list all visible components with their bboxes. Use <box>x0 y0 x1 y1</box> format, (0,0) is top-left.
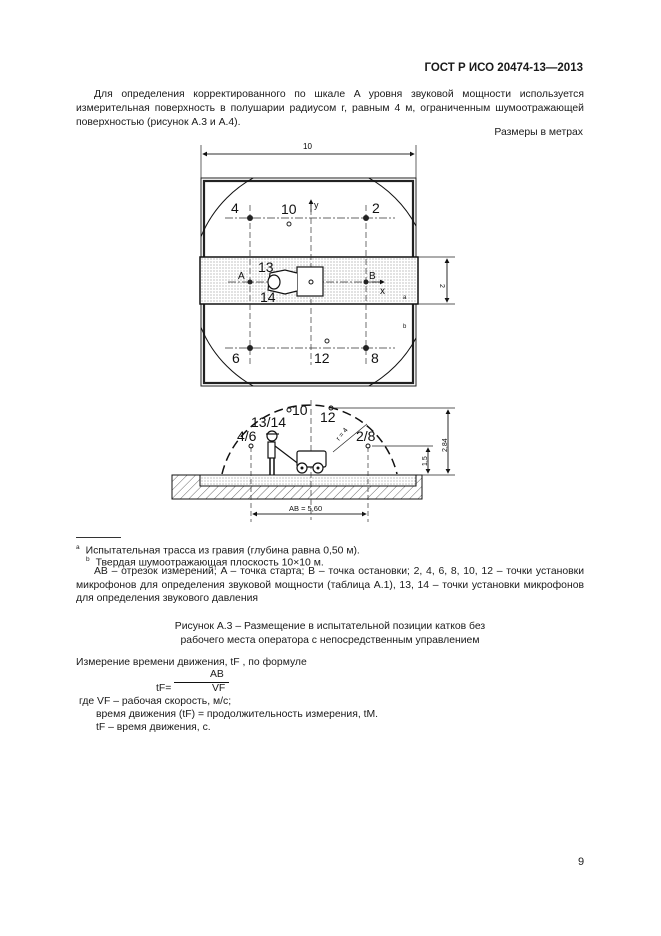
document-id: ГОСТ Р ИСО 20474-13—2013 <box>424 62 583 74</box>
svg-text:12: 12 <box>320 409 336 425</box>
formula-lhs: tF= <box>156 683 172 694</box>
svg-text:6: 6 <box>232 350 240 366</box>
svg-text:b: b <box>403 324 407 330</box>
svg-text:A: A <box>238 271 245 282</box>
svg-text:10: 10 <box>292 402 308 418</box>
svg-text:13: 13 <box>258 259 274 275</box>
formula-where-3: tF – время движения, с. <box>96 722 211 733</box>
svg-text:10: 10 <box>281 201 297 217</box>
formula-where-1: где VF – рабочая скорость, м/с; <box>79 696 232 707</box>
intro-paragraph: Для определения корректированного по шкале A уровня звуковой мощности используется измерительная поверхность в полушарии радиусом r, равным 4 м, ограниченным шумоотражающей поверхностью (рисунок А.3 и А.4). <box>76 89 584 128</box>
svg-text:8: 8 <box>371 350 379 366</box>
footnote-b: $^b$ Твердая шумоотражающая плоскость 10×10 м. <box>86 556 324 569</box>
svg-text:x: x <box>380 286 385 297</box>
footnote-rule <box>76 537 121 538</box>
figure-legend: AB – отрезок измерений; A – точка старта; B – точка остановки; 2, 4, 6, 8, 10, 12 – точки установки микрофонов для определения звуковой мощности (таблица А.1), 13, 14 – точки установки микрофонов для определения звукового давления <box>76 566 584 604</box>
formula-intro: Измерение времени движения, tF , по формуле <box>76 657 307 668</box>
svg-text:14: 14 <box>260 289 276 305</box>
svg-text:1,5: 1,5 <box>422 456 429 466</box>
top-view <box>192 142 455 401</box>
side-view <box>172 400 455 522</box>
svg-text:AB = 5,60: AB = 5,60 <box>289 504 323 513</box>
svg-text:y: y <box>314 200 319 210</box>
svg-text:12: 12 <box>314 350 330 366</box>
figure-caption: Рисунок А.3 – Размещение в испытательной позиции катков без рабочего места оператора с непосредственным управлением <box>174 621 486 646</box>
svg-text:a: a <box>403 295 407 301</box>
svg-text:2: 2 <box>438 284 445 288</box>
formula-numerator: AB <box>210 669 224 680</box>
svg-text:2,84: 2,84 <box>442 438 449 452</box>
width-dimension: 10 <box>303 142 312 151</box>
svg-text:4: 4 <box>231 200 239 216</box>
svg-text:2: 2 <box>372 200 380 216</box>
svg-text:4/6: 4/6 <box>237 428 257 444</box>
svg-text:B: B <box>369 271 376 282</box>
formula-where-2: время движения (tF) = продолжительность измерения, tM. <box>96 709 379 720</box>
svg-text:13/14: 13/14 <box>251 414 287 430</box>
page-number: 9 <box>578 856 585 868</box>
svg-text:r = 4: r = 4 <box>335 426 350 443</box>
svg-text:2/8: 2/8 <box>356 428 376 444</box>
footnote-a: $^a$ Испытательная трасса из гравия (глубина равна 0,50 м). <box>76 544 360 557</box>
formula-denominator: VF <box>212 683 226 694</box>
dimensions-note: Размеры в метрах <box>494 127 583 138</box>
